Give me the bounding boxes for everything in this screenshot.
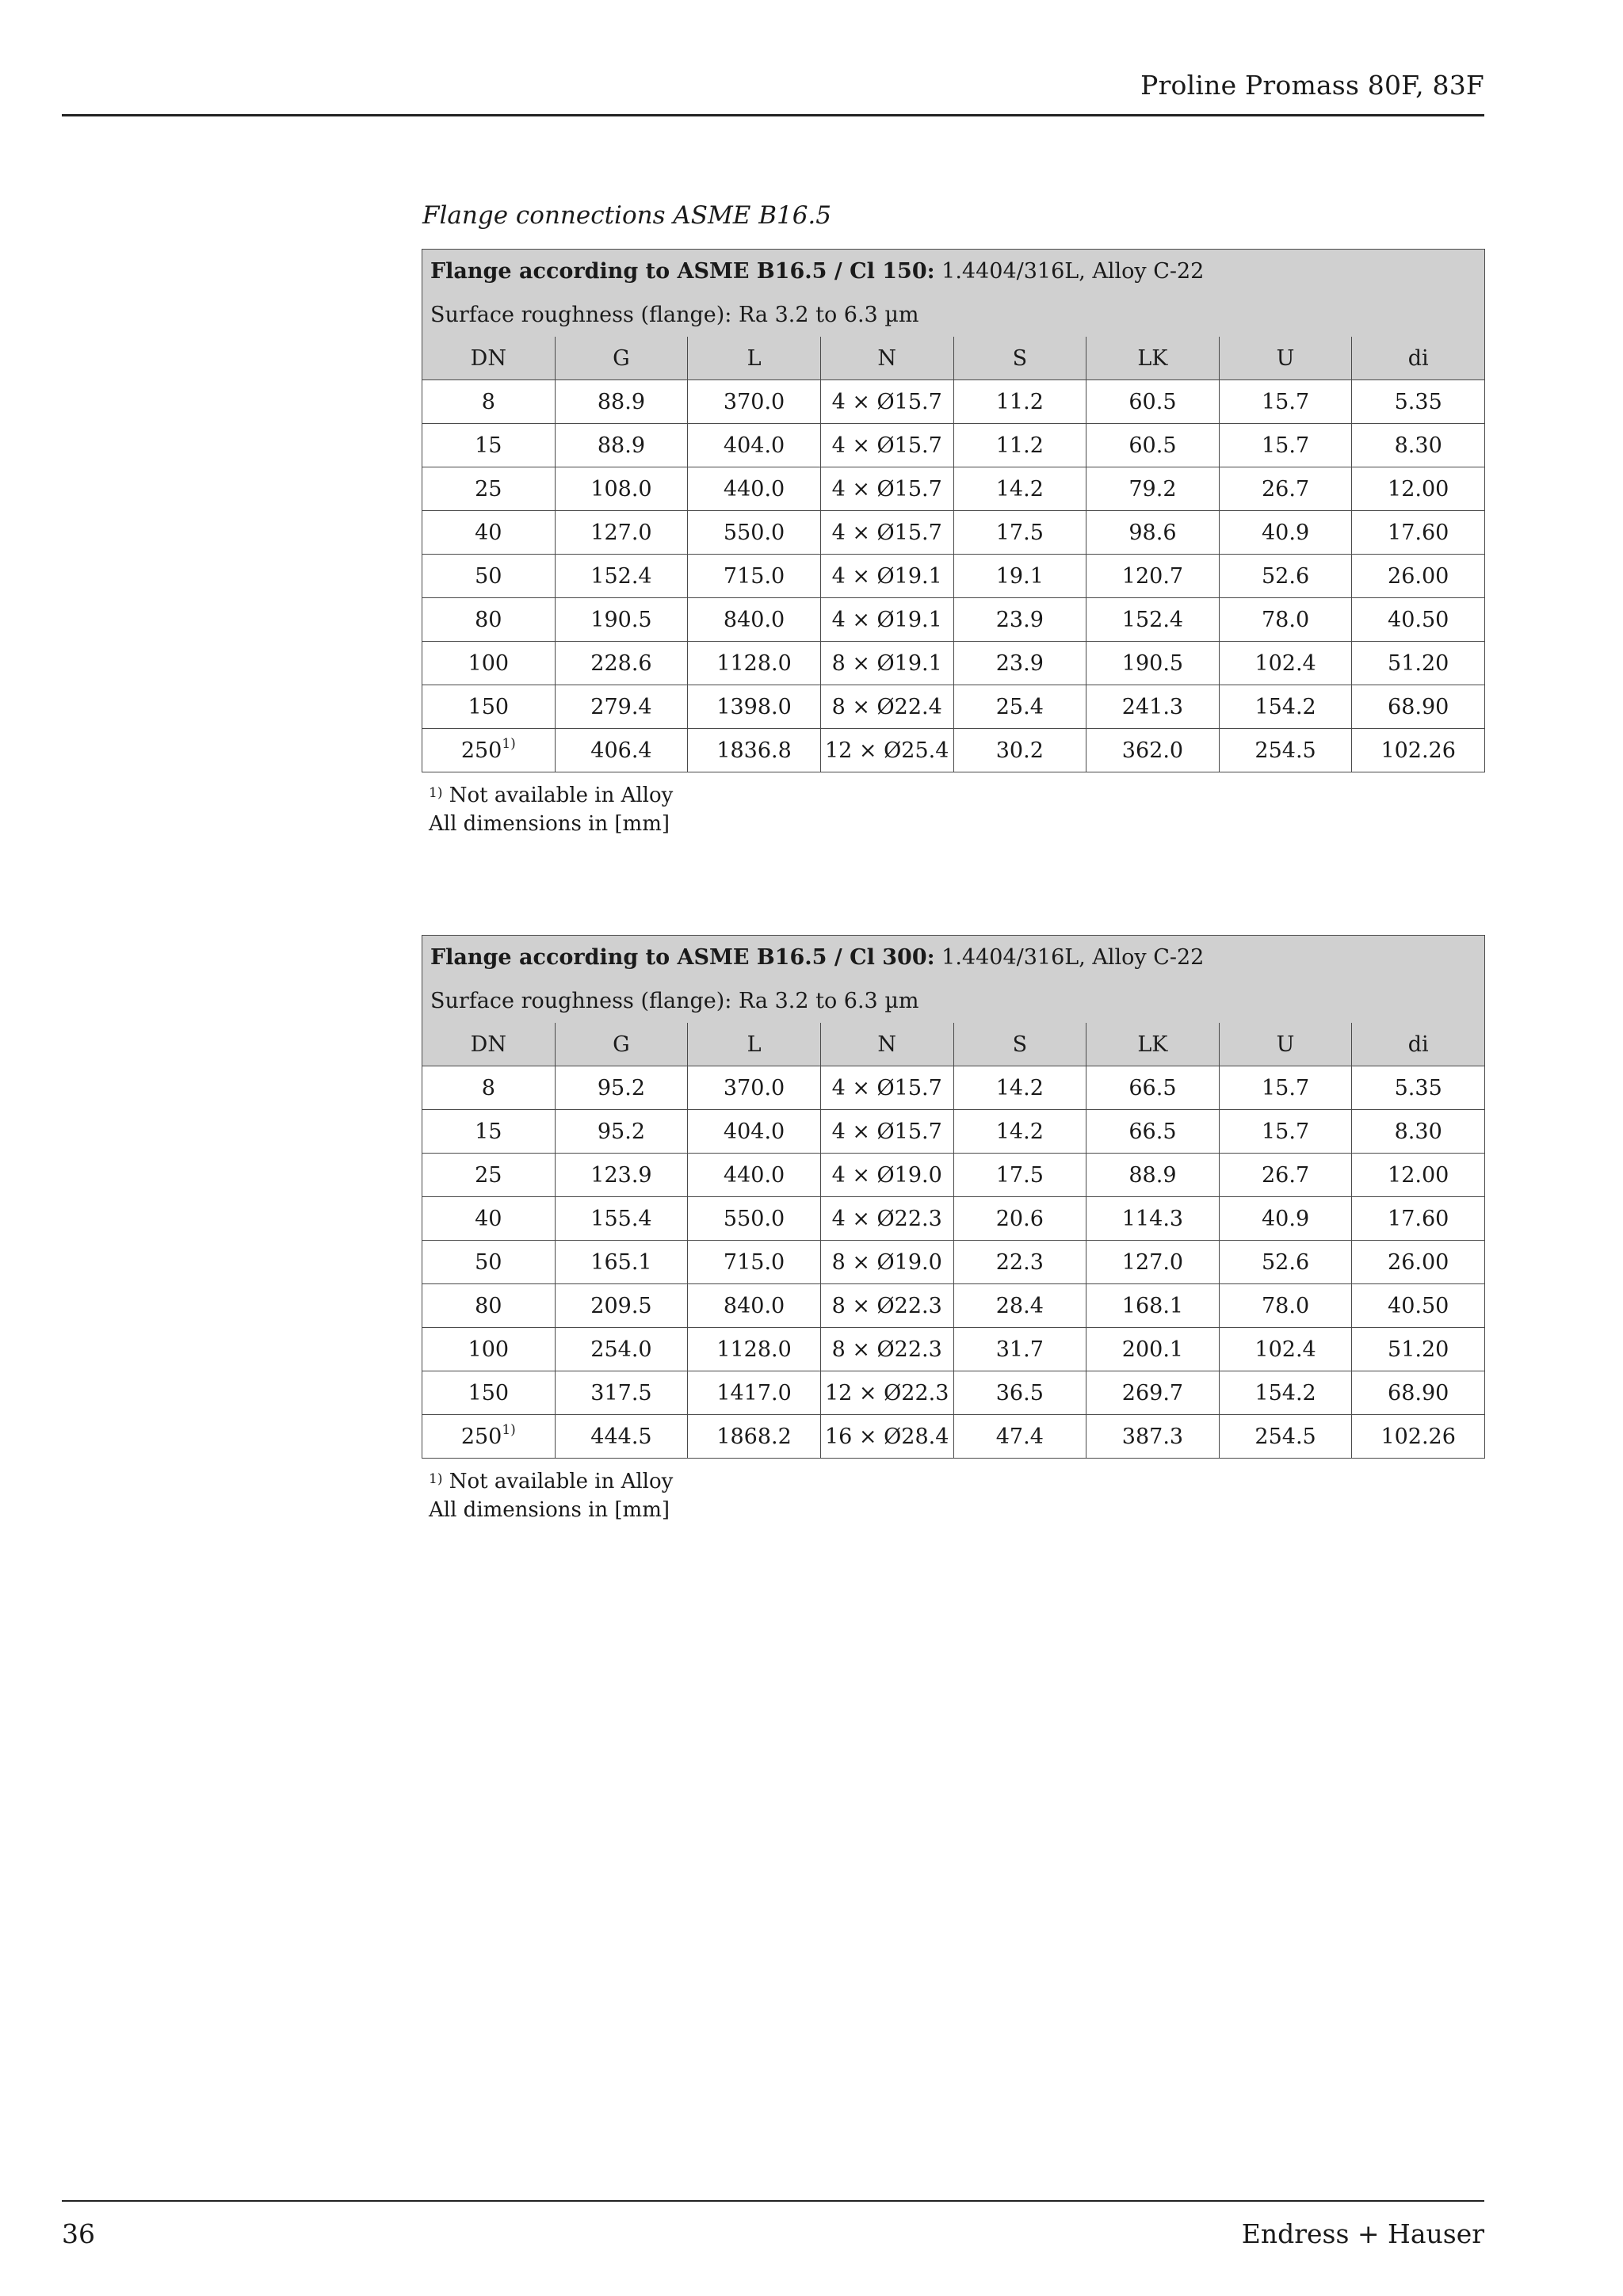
table-row — [422, 1415, 1485, 1459]
table-cell: 30.2 — [953, 729, 1086, 772]
column-header: L — [688, 337, 821, 380]
table-cell: 152.4 — [1086, 598, 1220, 642]
table-cell: 209.5 — [555, 1284, 688, 1328]
table-cell: 1398.0 — [688, 685, 821, 729]
table-cell: 78.0 — [1219, 598, 1352, 642]
table-cell: 4 × Ø15.7 — [820, 424, 953, 467]
column-header: LK — [1086, 1023, 1220, 1066]
table-cell: 52.6 — [1219, 1241, 1352, 1284]
table-cell: 36.5 — [953, 1371, 1086, 1415]
table-cell: 406.4 — [555, 729, 688, 772]
table-cell: 387.3 — [1086, 1415, 1220, 1459]
table-cell: 66.5 — [1086, 1110, 1220, 1154]
table-caption: Flange according to ASME B16.5 / Cl 300: 1.4404/316L, Alloy C-22 — [422, 936, 1485, 980]
table-cell: 88.9 — [1086, 1154, 1220, 1197]
table-cell: 4 × Ø19.1 — [820, 555, 953, 598]
table-cell: 25 — [422, 1154, 556, 1197]
table-cell: 95.2 — [555, 1066, 688, 1110]
table-cell: 17.60 — [1352, 1197, 1485, 1241]
table-cell: 279.4 — [555, 685, 688, 729]
table-caption: Flange according to ASME B16.5 / Cl 150: 1.4404/316L, Alloy C-22 — [422, 250, 1485, 294]
table-cell: 40.50 — [1352, 1284, 1485, 1328]
table-cell: 120.7 — [1086, 555, 1220, 598]
table-cell: 31.7 — [953, 1328, 1086, 1371]
table-cell: 4 × Ø15.7 — [820, 511, 953, 555]
table-row — [422, 1066, 1485, 1110]
table-cell: 4 × Ø15.7 — [820, 1110, 953, 1154]
table-row — [422, 685, 1485, 729]
table-cell: 60.5 — [1086, 424, 1220, 467]
table-cell: 11.2 — [953, 424, 1086, 467]
table-cell: 1868.2 — [688, 1415, 821, 1459]
table-cell: 154.2 — [1219, 685, 1352, 729]
table-cell: 250$^{1)}$ — [422, 729, 556, 772]
column-header: di — [1352, 337, 1485, 380]
table-cell: 840.0 — [688, 598, 821, 642]
table-cell: 23.9 — [953, 642, 1086, 685]
table-row — [422, 1154, 1485, 1197]
footnote: $^{1)}$ Not available in Alloy — [429, 1470, 674, 1493]
table-cell: 8 × Ø22.3 — [820, 1328, 953, 1371]
table-cell: 4 × Ø15.7 — [820, 1066, 953, 1110]
table-cell: 88.9 — [555, 380, 688, 424]
table-cell: 26.00 — [1352, 1241, 1485, 1284]
table-cell: 4 × Ø22.3 — [820, 1197, 953, 1241]
column-header: di — [1352, 1023, 1485, 1066]
table-cell: 4 × Ø15.7 — [820, 467, 953, 511]
table-row — [422, 1328, 1485, 1371]
column-header: N — [820, 1023, 953, 1066]
table-header-row — [422, 337, 1485, 380]
table-cell: 11.2 — [953, 380, 1086, 424]
table-cell: 79.2 — [1086, 467, 1220, 511]
table-cell: 19.1 — [953, 555, 1086, 598]
table-cell: 440.0 — [688, 467, 821, 511]
table-row — [422, 729, 1485, 772]
table-cell: 108.0 — [555, 467, 688, 511]
table-cell: 228.6 — [555, 642, 688, 685]
table-cell: 269.7 — [1086, 1371, 1220, 1415]
table-cell: 16 × Ø28.4 — [820, 1415, 953, 1459]
section-title: Flange connections ASME B16.5 — [422, 201, 831, 230]
table-cell: 165.1 — [555, 1241, 688, 1284]
table-cell: 68.90 — [1352, 685, 1485, 729]
table-cell: 15.7 — [1219, 380, 1352, 424]
table-cell: 127.0 — [1086, 1241, 1220, 1284]
table-cell: 12 × Ø25.4 — [820, 729, 953, 772]
table-cell: 152.4 — [555, 555, 688, 598]
table-cell: 114.3 — [1086, 1197, 1220, 1241]
table-cell: 80 — [422, 1284, 556, 1328]
table-cell: 362.0 — [1086, 729, 1220, 772]
flange-table-cl150 — [422, 249, 1485, 772]
table-cell: 317.5 — [555, 1371, 688, 1415]
table-cell: 550.0 — [688, 511, 821, 555]
table-row — [422, 1371, 1485, 1415]
table-cell: 8 × Ø22.3 — [820, 1284, 953, 1328]
table-cell: 28.4 — [953, 1284, 1086, 1328]
table-cell: 8 — [422, 1066, 556, 1110]
table-cell: 100 — [422, 1328, 556, 1371]
column-header: U — [1219, 1023, 1352, 1066]
table-cell: 5.35 — [1352, 380, 1485, 424]
table-cell: 40.50 — [1352, 598, 1485, 642]
table-cell: 100 — [422, 642, 556, 685]
table-row — [422, 642, 1485, 685]
table-cell: 26.7 — [1219, 467, 1352, 511]
table-cell: 550.0 — [688, 1197, 821, 1241]
header-divider — [62, 114, 1484, 116]
table-cell: 50 — [422, 555, 556, 598]
footnote: $^{1)}$ Not available in Alloy — [429, 784, 674, 807]
table-cell: 150 — [422, 685, 556, 729]
table-cell: 12.00 — [1352, 467, 1485, 511]
table-cell: 155.4 — [555, 1197, 688, 1241]
table-cell: 26.7 — [1219, 1154, 1352, 1197]
table-cell: 14.2 — [953, 467, 1086, 511]
table-cell: 51.20 — [1352, 642, 1485, 685]
table-cell: 1128.0 — [688, 642, 821, 685]
table-notes — [429, 1467, 673, 1524]
table-cell: 4 × Ø19.0 — [820, 1154, 953, 1197]
table-cell: 25 — [422, 467, 556, 511]
table-cell: 40.9 — [1219, 1197, 1352, 1241]
column-header: G — [555, 337, 688, 380]
table-cell: 52.6 — [1219, 555, 1352, 598]
column-header: S — [953, 337, 1086, 380]
table-cell: 840.0 — [688, 1284, 821, 1328]
table-cell: 8.30 — [1352, 1110, 1485, 1154]
document-header-title: Proline Promass 80F, 83F — [1140, 70, 1484, 101]
table-cell: 25.4 — [953, 685, 1086, 729]
table-cell: 17.5 — [953, 1154, 1086, 1197]
table-cell: 250$^{1)}$ — [422, 1415, 556, 1459]
column-header: N — [820, 337, 953, 380]
table-cell: 254.0 — [555, 1328, 688, 1371]
table-row — [422, 380, 1485, 424]
brand-name: Endress + Hauser — [1241, 2218, 1484, 2249]
page-number: 36 — [62, 2218, 95, 2249]
table-cell: 15 — [422, 424, 556, 467]
table-cell: 23.9 — [953, 598, 1086, 642]
table-row — [422, 1110, 1485, 1154]
table-cell: 190.5 — [555, 598, 688, 642]
table-cell: 715.0 — [688, 1241, 821, 1284]
table-cell: 254.5 — [1219, 1415, 1352, 1459]
table-cell: 17.60 — [1352, 511, 1485, 555]
table-cell: 50 — [422, 1241, 556, 1284]
table-cell: 8 × Ø22.4 — [820, 685, 953, 729]
table-notes — [429, 781, 673, 838]
column-header: DN — [422, 1023, 556, 1066]
table-cell: 15.7 — [1219, 1110, 1352, 1154]
table-cell: 444.5 — [555, 1415, 688, 1459]
table-row — [422, 1197, 1485, 1241]
column-header: G — [555, 1023, 688, 1066]
table-row — [422, 555, 1485, 598]
table-cell: 254.5 — [1219, 729, 1352, 772]
table-cell: 40.9 — [1219, 511, 1352, 555]
table-cell: 14.2 — [953, 1066, 1086, 1110]
column-header: L — [688, 1023, 821, 1066]
table-cell: 715.0 — [688, 555, 821, 598]
table-row — [422, 511, 1485, 555]
table-cell: 1128.0 — [688, 1328, 821, 1371]
table-cell: 370.0 — [688, 380, 821, 424]
table-cell: 168.1 — [1086, 1284, 1220, 1328]
table-cell: 12 × Ø22.3 — [820, 1371, 953, 1415]
table-row — [422, 1284, 1485, 1328]
footer-divider — [62, 2200, 1484, 2202]
table-cell: 5.35 — [1352, 1066, 1485, 1110]
table-header-row — [422, 1023, 1485, 1066]
table-cell: 15 — [422, 1110, 556, 1154]
table-cell: 66.5 — [1086, 1066, 1220, 1110]
table-cell: 154.2 — [1219, 1371, 1352, 1415]
table-cell: 8 × Ø19.1 — [820, 642, 953, 685]
column-header: U — [1219, 337, 1352, 380]
table-cell: 102.4 — [1219, 642, 1352, 685]
table-cell: 95.2 — [555, 1110, 688, 1154]
table-cell: 20.6 — [953, 1197, 1086, 1241]
table-cell: 127.0 — [555, 511, 688, 555]
table-row — [422, 424, 1485, 467]
dimensions-note: All dimensions in [mm] — [429, 812, 670, 836]
dimensions-note: All dimensions in [mm] — [429, 1498, 670, 1522]
table-cell: 102.26 — [1352, 729, 1485, 772]
table-cell: 8 × Ø19.0 — [820, 1241, 953, 1284]
table-cell: 80 — [422, 598, 556, 642]
table-cell: 102.26 — [1352, 1415, 1485, 1459]
table-cell: 26.00 — [1352, 555, 1485, 598]
table-cell: 1417.0 — [688, 1371, 821, 1415]
table-row — [422, 1241, 1485, 1284]
table-cell: 15.7 — [1219, 1066, 1352, 1110]
table-cell: 440.0 — [688, 1154, 821, 1197]
table-cell: 22.3 — [953, 1241, 1086, 1284]
column-header: LK — [1086, 337, 1220, 380]
table-cell: 150 — [422, 1371, 556, 1415]
surface-roughness-note: Surface roughness (flange): Ra 3.2 to 6.3 µm — [422, 979, 1485, 1023]
table-cell: 404.0 — [688, 1110, 821, 1154]
column-header: DN — [422, 337, 556, 380]
table-cell: 404.0 — [688, 424, 821, 467]
flange-table-cl300 — [422, 935, 1485, 1459]
table-cell: 68.90 — [1352, 1371, 1485, 1415]
table-cell: 78.0 — [1219, 1284, 1352, 1328]
table-cell: 4 × Ø15.7 — [820, 380, 953, 424]
table-cell: 40 — [422, 1197, 556, 1241]
table-cell: 190.5 — [1086, 642, 1220, 685]
table-cell: 241.3 — [1086, 685, 1220, 729]
table-row — [422, 467, 1485, 511]
table-row — [422, 598, 1485, 642]
column-header: S — [953, 1023, 1086, 1066]
table-cell: 1836.8 — [688, 729, 821, 772]
table-cell: 102.4 — [1219, 1328, 1352, 1371]
table-cell: 51.20 — [1352, 1328, 1485, 1371]
table-cell: 88.9 — [555, 424, 688, 467]
table-cell: 370.0 — [688, 1066, 821, 1110]
table-cell: 12.00 — [1352, 1154, 1485, 1197]
surface-roughness-note: Surface roughness (flange): Ra 3.2 to 6.3 µm — [422, 293, 1485, 337]
table-cell: 8 — [422, 380, 556, 424]
table-cell: 123.9 — [555, 1154, 688, 1197]
table-cell: 98.6 — [1086, 511, 1220, 555]
table-cell: 14.2 — [953, 1110, 1086, 1154]
table-cell: 200.1 — [1086, 1328, 1220, 1371]
table-cell: 15.7 — [1219, 424, 1352, 467]
table-cell: 17.5 — [953, 511, 1086, 555]
table-cell: 8.30 — [1352, 424, 1485, 467]
table-cell: 4 × Ø19.1 — [820, 598, 953, 642]
table-cell: 47.4 — [953, 1415, 1086, 1459]
table-cell: 60.5 — [1086, 380, 1220, 424]
table-cell: 40 — [422, 511, 556, 555]
